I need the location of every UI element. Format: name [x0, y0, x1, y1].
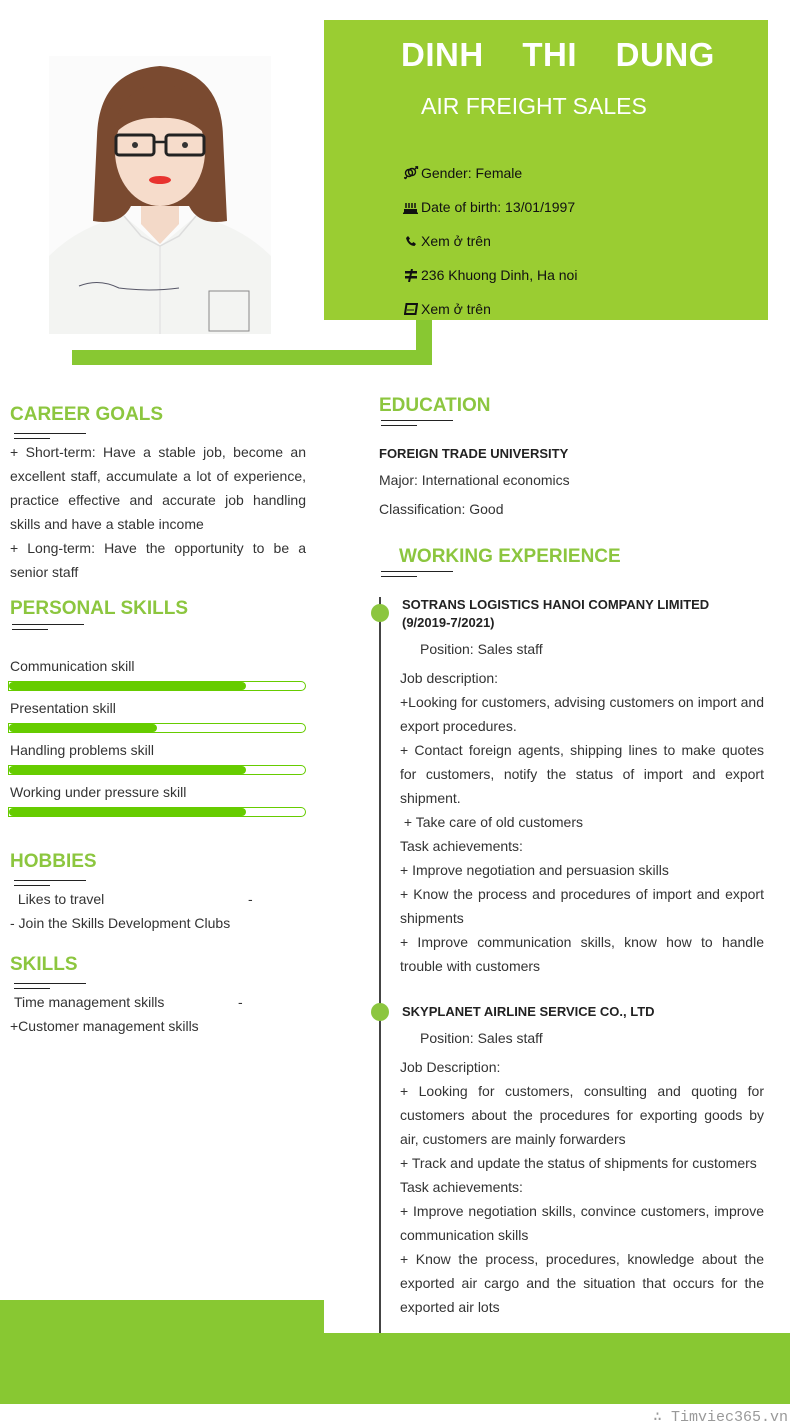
school-name: FOREIGN TRADE UNIVERSITY — [379, 446, 569, 461]
info-birthdate — [400, 190, 577, 224]
personal-skills-heading: PERSONAL SKILLS — [10, 598, 189, 619]
job-line: + Improve communication skills, know how to handle trouble with customers — [400, 934, 764, 974]
working-experience-heading: WORKING EXPERIENCE — [399, 546, 621, 567]
career-goal-short-term: + Short-term: Have a stable job, become an excellent staff, accumulate a lot of experience, practice effective and accurate job handling skills and have a stable income — [10, 444, 306, 532]
candidate-name: DINH THI DUNG — [401, 36, 715, 73]
heading-underline-short — [14, 438, 50, 439]
heading-underline — [14, 983, 86, 984]
job-line: + Take care of old customers — [400, 814, 583, 830]
heading-underline-short — [14, 885, 50, 886]
skill-bar-communication — [8, 681, 306, 691]
footer-block-right — [324, 1333, 790, 1404]
header-panel — [324, 20, 768, 320]
job-line: + Track and update the status of shipments for customers — [400, 1155, 757, 1171]
heading-underline — [14, 880, 86, 881]
job-line: + Improve negotiation skills, convince customers, improve communication skills — [400, 1203, 764, 1243]
job-line: + Contact foreign agents, shipping lines to make quotes for customers, notify the status of import and export shipment. — [400, 742, 764, 806]
skill-label-pressure: Working under pressure skill — [10, 784, 187, 800]
heading-underline-short — [14, 988, 50, 989]
hobby-clubs: - Join the Skills Development Clubs — [10, 915, 231, 931]
hobbies-heading: HOBBIES — [10, 851, 97, 872]
skill-bar-fill — [9, 682, 246, 690]
job-line: + Looking for customers, consulting and quoting for customers about the procedures for exporting goods by air, customers are mainly forwarders — [400, 1083, 764, 1147]
birthdate-text: Date of birth: 13/01/1997 — [421, 199, 576, 215]
address-text: 236 Khuong Dinh, Ha noi — [421, 267, 578, 283]
email-text: Xem ở trên — [421, 301, 491, 317]
job-position: Position: Sales staff — [420, 641, 543, 657]
education-major: Major: International economics — [379, 472, 570, 488]
job-title: AIR FREIGHT SALES — [421, 93, 647, 119]
skill-bar-presentation — [8, 723, 306, 733]
job-company: SKYPLANET AIRLINE SERVICE CO., LTD — [402, 1004, 655, 1019]
hobby-travel: Likes to travel — [14, 891, 105, 907]
hobby-dash: - — [248, 891, 253, 907]
skill-bar-fill — [9, 808, 246, 816]
education-classification: Classification: Good — [379, 501, 504, 517]
gender-text: Gender: Female — [421, 165, 523, 181]
email-icon — [400, 303, 421, 315]
job-line: Job description: — [400, 670, 499, 686]
job-line: + Improve negotiation and persuasion skills — [400, 862, 669, 878]
watermark: ∴ Timviec365.vn — [652, 1409, 788, 1426]
skill-bar-fill — [9, 766, 246, 774]
timeline-dot — [371, 604, 389, 622]
heading-underline-short — [12, 629, 48, 630]
skills-heading: SKILLS — [10, 954, 78, 975]
phone-icon — [400, 235, 421, 247]
job-description — [400, 1055, 764, 1319]
contact-info-list — [400, 156, 577, 326]
timeline-line — [379, 597, 381, 1334]
skill-dash: - — [238, 994, 243, 1010]
job-position: Position: Sales staff — [420, 1030, 543, 1046]
career-goals-heading: CAREER GOALS — [10, 404, 164, 425]
gender-icon — [400, 166, 421, 180]
heading-underline-short — [381, 425, 417, 426]
job-line: Task achievements: — [400, 1179, 523, 1195]
job-line: Job Description: — [400, 1059, 501, 1075]
job-company: SOTRANS LOGISTICS HANOI COMPANY LIMITED (9/2019-7/2021) — [402, 597, 710, 630]
skill-label-communication: Communication skill — [10, 658, 135, 674]
heading-underline — [381, 571, 453, 572]
job-line: + Know the process, procedures, knowledge about the exported air cargo and the situation that occurs for the exported air lots — [400, 1251, 764, 1315]
footer-block-left — [0, 1300, 324, 1404]
skill-label-handling-problems: Handling problems skill — [10, 742, 154, 758]
phone-text: Xem ở trên — [421, 233, 491, 249]
skill-time-management: Time management skills — [14, 994, 165, 1010]
job-line: Task achievements: — [400, 838, 523, 854]
heading-underline — [12, 624, 84, 625]
address-signpost-icon — [400, 269, 421, 282]
skill-customer-management: +Customer management skills — [10, 1018, 199, 1034]
job-line: +Looking for customers, advising customers on import and export procedures. — [400, 694, 764, 734]
career-goal-long-term: + Long-term: Have the opportunity to be a senior staff — [10, 540, 306, 580]
info-phone — [400, 224, 577, 258]
heading-underline-short — [381, 576, 417, 577]
profile-photo — [49, 56, 271, 334]
job-line: + Know the process and procedures of import and export shipments — [400, 886, 764, 926]
skill-bar-pressure — [8, 807, 306, 817]
heading-underline — [381, 420, 453, 421]
info-address — [400, 258, 577, 292]
skill-bar-fill — [9, 724, 157, 732]
skill-bar-handling-problems — [8, 765, 306, 775]
heading-underline — [14, 433, 86, 434]
job-description — [400, 666, 764, 978]
birthday-cake-icon — [400, 201, 421, 214]
decorative-connector-horizontal — [72, 350, 432, 365]
education-heading: EDUCATION — [379, 395, 491, 416]
timeline-dot — [371, 1003, 389, 1021]
skill-label-presentation: Presentation skill — [10, 700, 116, 716]
info-gender — [400, 156, 577, 190]
career-goals-content — [10, 440, 306, 584]
